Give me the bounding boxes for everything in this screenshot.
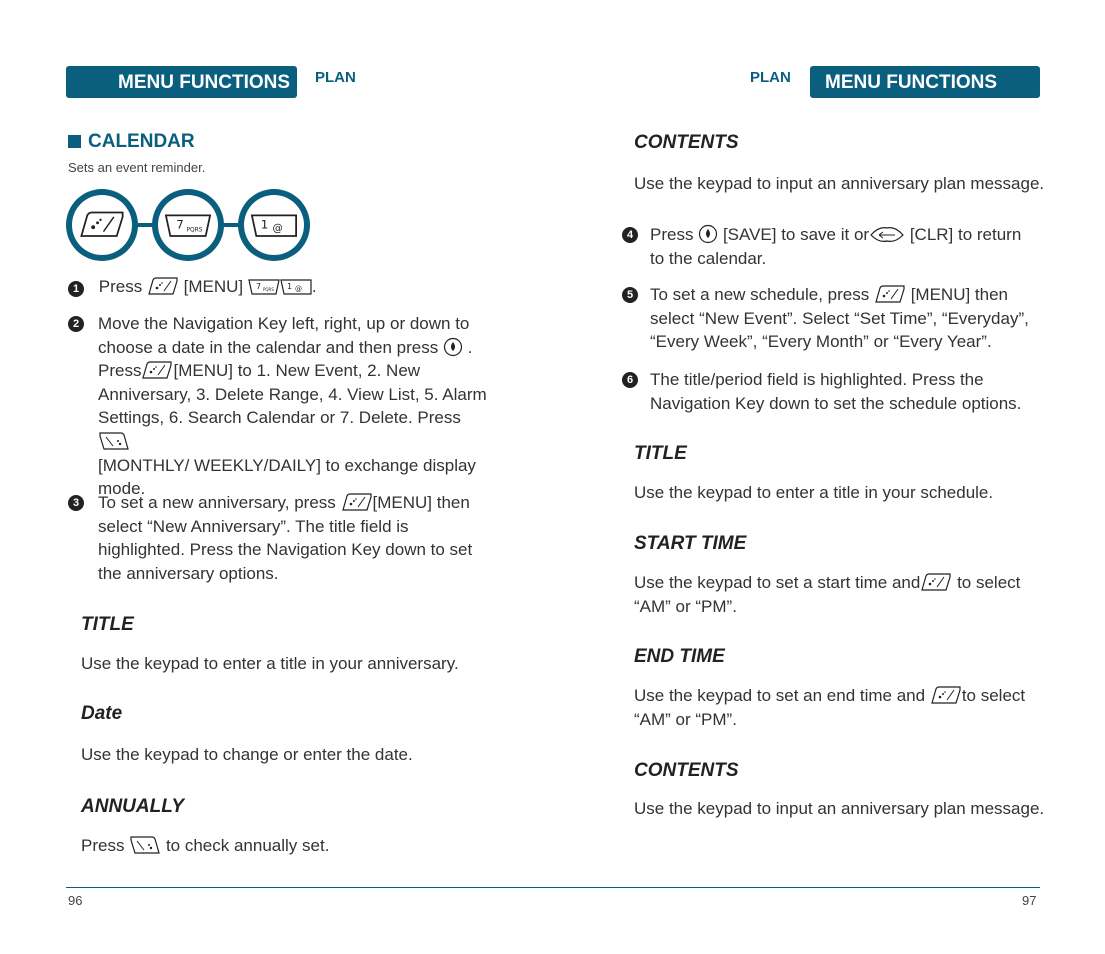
menu-soft-key-icon [141, 361, 173, 380]
contents-text: Use the keypad to input an anniversary plan message. [634, 174, 1045, 193]
menu-soft-key-icon [147, 277, 179, 296]
annually-text: Press to check annually set. [81, 836, 330, 855]
key-1-voicemail-icon [238, 189, 310, 261]
step-1: 1 Press [MENU] . [68, 275, 488, 299]
start-time-text: Use the keypad to set a start time and to select “AM” or “PM”. [634, 573, 1021, 616]
menu-soft-key-icon [66, 189, 138, 261]
right-soft-key-icon [129, 836, 161, 855]
right-soft-key-icon [98, 432, 130, 451]
ok-key-icon [443, 337, 463, 357]
step-number: 2 [68, 316, 84, 332]
key-sequence [66, 189, 311, 262]
annually-heading: ANNUALLY [81, 796, 185, 817]
step-number: 4 [622, 227, 638, 243]
key-7-pqrs-icon [248, 277, 280, 296]
square-bullet-icon [68, 135, 81, 148]
step-number: 6 [622, 372, 638, 388]
step-number: 5 [622, 287, 638, 303]
step-6: 6 The title/period field is highlighted. Press the Navigation Key down to set the schedule options. [622, 368, 1042, 415]
ok-key-icon [698, 224, 718, 244]
title-text: Use the keypad to enter a title in your anniversary. [81, 654, 459, 673]
key-1-voicemail-icon [280, 277, 312, 296]
title-text-right: Use the keypad to enter a title in your schedule. [634, 483, 994, 502]
section-desc: Sets an event reminder. [68, 160, 206, 175]
page-number-left: 96 [68, 893, 83, 908]
menu-soft-key-icon [920, 573, 952, 592]
step-2: 2 Move the Navigation Key left, right, up or down to choose a date in the calendar and then press . Press [MENU] to 1. New Event, 2. New Anniversary, 3. Delete Range, 4. View List, 5. Alarm Settings, 6. Search Calendar or 7. Delete. Press [MONTHLY/ WEEKLY/DAILY] to exchange display mode. [68, 312, 488, 501]
contents-text-2: Use the keypad to input an anniversary plan message. [634, 799, 1045, 818]
menu-soft-key-icon [874, 285, 906, 304]
right-header-tab [810, 66, 1040, 98]
section-title [68, 131, 195, 153]
end-time-heading: END TIME [634, 646, 725, 667]
step-3: 3 To set a new anniversary, press [MENU] then select “New Anniversary”. The title field is highlighted. Press the Navigation Key down to set the anniversary options. [68, 491, 488, 585]
left-header-tab [66, 66, 297, 98]
step-5: 5 To set a new schedule, press [MENU] then select “New Event”. Select “Set Time”, “Everyday”, “Every Week”, “Every Month” or “Every Year”. [622, 283, 1042, 354]
date-text: Use the keypad to change or enter the date. [81, 745, 413, 764]
key-7-pqrs-icon [152, 189, 224, 261]
left-header-sub: PLAN [315, 69, 356, 86]
clr-key-icon [869, 225, 905, 244]
contents-heading-2: CONTENTS [634, 760, 739, 781]
start-time-heading: START TIME [634, 533, 747, 554]
menu-soft-key-icon [930, 686, 962, 705]
title-heading: TITLE [81, 614, 134, 635]
menu-soft-key-icon [341, 493, 373, 512]
left-header-tab-label: MENU FUNCTIONS [118, 72, 291, 93]
step-number: 3 [68, 495, 84, 511]
contents-heading: CONTENTS [634, 132, 739, 153]
page-number-right: 97 [1022, 893, 1037, 908]
date-heading: Date [81, 703, 123, 724]
footer-rule [66, 887, 1040, 888]
section-title-label: CALENDAR [88, 131, 195, 152]
right-header-sub: PLAN [750, 69, 791, 86]
right-header-tab-label: MENU FUNCTIONS [825, 72, 998, 93]
end-time-text: Use the keypad to set an end time and to select “AM” or “PM”. [634, 686, 1026, 729]
title-heading-right: TITLE [634, 443, 687, 464]
step-number: 1 [68, 281, 84, 297]
step-4: 4 Press [SAVE] to save it or [CLR] to return to the calendar. [622, 223, 1042, 270]
